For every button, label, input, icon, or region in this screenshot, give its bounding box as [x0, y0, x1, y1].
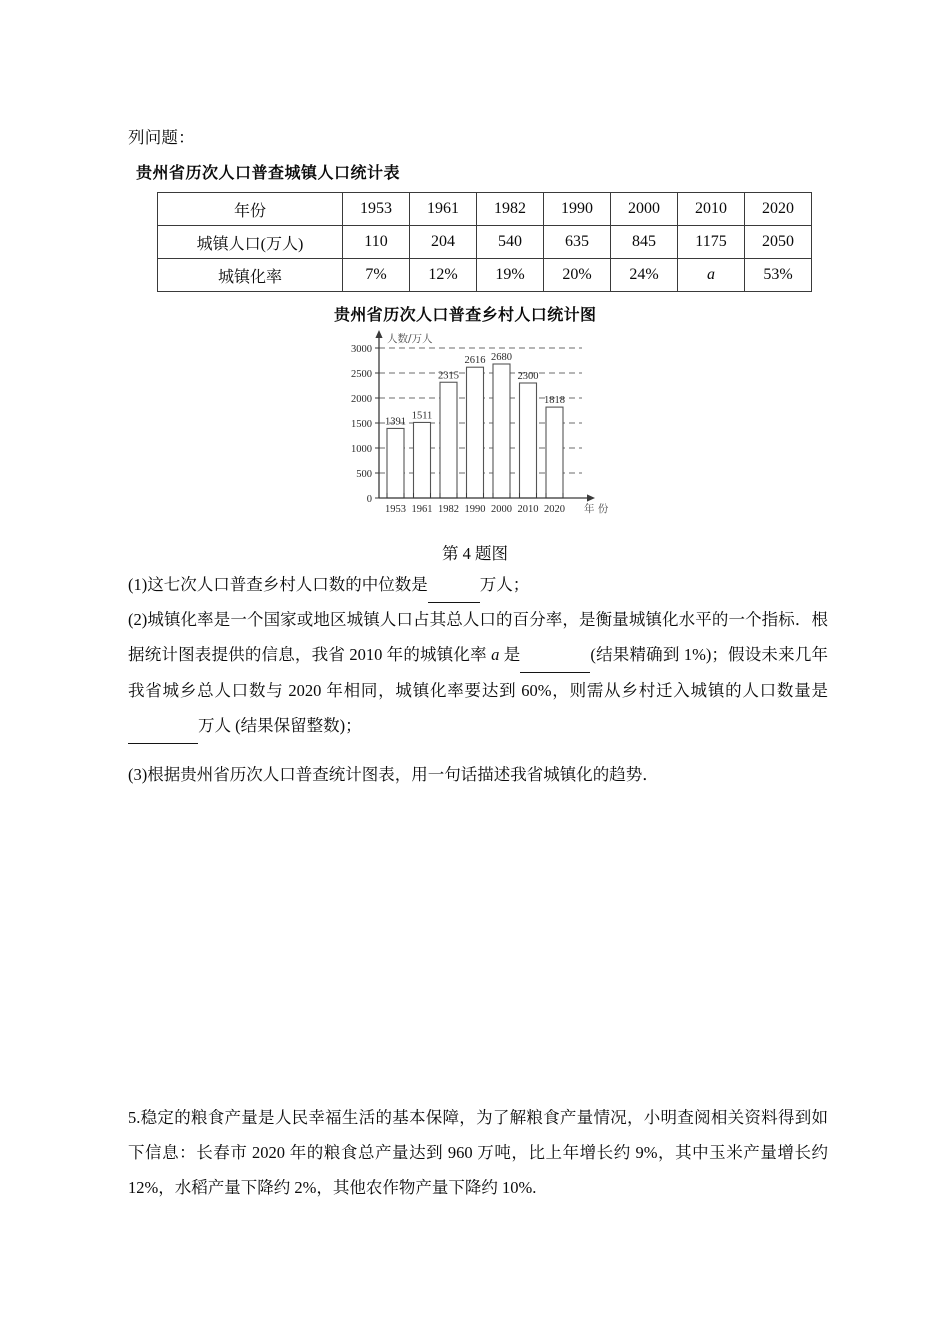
bar-value-label: 2315 — [438, 370, 459, 382]
urban-population-table — [157, 192, 812, 292]
table-cell: 1175 — [678, 226, 745, 259]
y-axis-tick-label: 500 — [356, 469, 372, 481]
table-cell: 12% — [410, 259, 477, 292]
bar — [440, 382, 457, 498]
bar — [467, 367, 484, 498]
table-row — [158, 193, 812, 226]
y-axis-arrow-icon — [375, 330, 382, 338]
bar-value-label: 1511 — [411, 410, 433, 422]
table-cell: 204 — [410, 226, 477, 259]
question-3 — [128, 757, 828, 792]
table-title: 贵州省历次人口普查城镇人口统计表 — [136, 163, 401, 182]
chart-svg — [332, 330, 632, 535]
table-cell: 1982 — [477, 193, 544, 226]
bar — [414, 422, 431, 498]
y-axis-tick-label: 2500 — [351, 369, 372, 381]
question-2 — [128, 602, 828, 744]
table-cell: 635 — [544, 226, 611, 259]
table-cell: 53% — [745, 259, 812, 292]
chart-title: 贵州省历次人口普查乡村人口统计图 — [334, 305, 597, 324]
table-cell: 2020 — [745, 193, 812, 226]
y-axis-tick-label: 1000 — [351, 444, 372, 456]
table-cell: 7% — [343, 259, 410, 292]
question-1 — [128, 567, 828, 603]
y-axis-tick-label: 2000 — [351, 394, 372, 406]
y-axis-tick-label: 0 — [366, 494, 372, 506]
table-row-header: 城镇化率 — [158, 259, 343, 292]
bar-value-label: 1391 — [385, 416, 406, 428]
bar — [387, 428, 404, 498]
table-cell: 1990 — [544, 193, 611, 226]
y-axis-label: 人数/万人 — [387, 333, 433, 345]
question-text: 万人； — [479, 575, 530, 594]
table-cell: 540 — [477, 226, 544, 259]
table-cell-variable: a — [678, 259, 745, 292]
table-cell: 1961 — [410, 193, 477, 226]
table-cell: 2050 — [745, 226, 812, 259]
answer-blank[interactable] — [520, 637, 590, 673]
table-row — [158, 226, 812, 259]
table-row — [158, 259, 812, 292]
question-text: (结果精确到 1%)；假设未来几年我省城乡总人口数与 2020 年相同，城镇化率要达到 60%，则需从乡村迁入城镇的人口数量是 — [128, 645, 829, 700]
x-axis-tick-label: 2000 — [491, 504, 512, 515]
bar-value-label: 1818 — [544, 395, 565, 407]
bar — [493, 364, 510, 498]
bar-value-label: 2680 — [491, 352, 512, 363]
bar-value-label: 2300 — [517, 371, 539, 382]
table-cell: 110 — [343, 226, 410, 259]
rural-population-bar-chart — [332, 330, 632, 535]
table-cell: 2000 — [611, 193, 678, 226]
table-cell: 845 — [611, 226, 678, 259]
x-axis-tick-label: 2020 — [544, 504, 565, 515]
x-axis-arrow-icon — [587, 494, 595, 501]
answer-blank[interactable] — [428, 567, 480, 603]
question-5: 5.稳定的粮食产量是人民幸福生活的基本保障，为了解粮食产量情况，小明查阅相关资料得到如下信息：长春市 2020 年的粮食总产量达到 960 万吨，比上年增长约 9%，其中玉米产量增长约 12%，水稻产量下降约 2%，其他农作物产量下降约 10%. — [128, 1108, 828, 1197]
figure-caption-wrap — [0, 540, 950, 564]
x-axis-tick-label: 2010 — [517, 504, 539, 515]
x-axis-tick-label: 1953 — [385, 504, 406, 515]
answer-blank[interactable] — [128, 708, 198, 744]
y-axis-tick-label: 1500 — [351, 419, 372, 431]
bar — [546, 407, 563, 498]
y-axis-tick-label: 3000 — [351, 344, 372, 356]
question-text: (2)城镇化率是一个国家或地区城镇人口占其总人口的百分率，是衡量城镇化水平的一个指标．根据统计图表提供的信息，我省 2010 年的城镇化率 — [128, 610, 828, 664]
table-cell: 19% — [477, 259, 544, 292]
x-axis-label: 年 份 — [584, 503, 609, 515]
table-cell: 24% — [611, 259, 678, 292]
question-text: 万人 (结果保留整数)； — [198, 716, 362, 735]
bar — [520, 383, 537, 498]
table-cell: 20% — [544, 259, 611, 292]
table-row-header: 年份 — [158, 193, 343, 226]
question-text: (1)这七次人口普查乡村人口数的中位数是 — [128, 575, 428, 594]
question-text: (3)根据贵州省历次人口普查统计图表，用一句话描述我省城镇化的趋势． — [128, 765, 659, 784]
x-axis-tick-label: 1990 — [464, 504, 486, 515]
table-cell: 2010 — [678, 193, 745, 226]
figure-caption: 第 4 题图 — [442, 544, 508, 563]
variable-a: a — [491, 645, 500, 664]
x-axis-tick-label: 1982 — [438, 504, 459, 515]
table-body — [158, 193, 812, 292]
table-row-header: 城镇人口(万人) — [158, 226, 343, 259]
x-axis-tick-label: 1961 — [411, 504, 433, 515]
bar-value-label: 2616 — [464, 355, 486, 367]
lead-text: 列问题： — [128, 128, 195, 147]
question-text: 是 — [499, 645, 521, 664]
table-cell: 1953 — [343, 193, 410, 226]
